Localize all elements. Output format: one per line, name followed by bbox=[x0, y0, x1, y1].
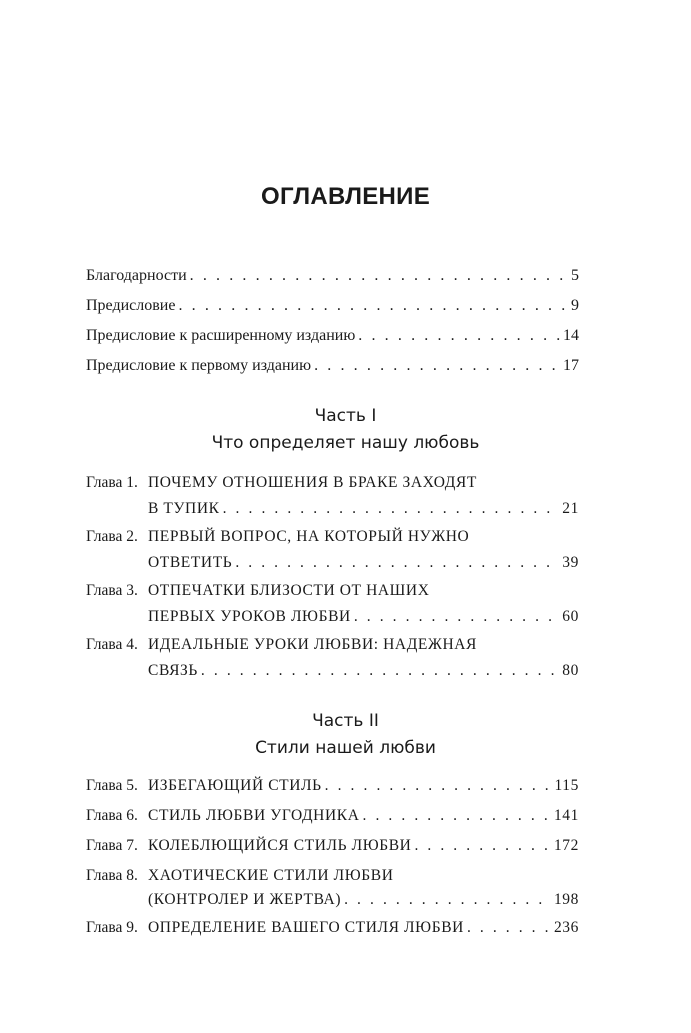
chapter-1-title-line-1[interactable]: ПОЧЕМУ ОТНОШЕНИЯ В БРАКЕ ЗАХОДЯТ bbox=[148, 474, 477, 491]
dot-leader bbox=[358, 323, 560, 349]
chapter-prefix: Глава 4. bbox=[86, 636, 138, 653]
chapter-prefix: Глава 6. bbox=[86, 807, 138, 824]
chapter-page: 198 bbox=[553, 891, 579, 908]
toc-entry-preface-first[interactable] bbox=[86, 353, 579, 379]
toc-entry-label: Благодарности bbox=[86, 267, 187, 284]
toc-entry-preface[interactable] bbox=[86, 293, 579, 319]
chapter-prefix: Глава 5. bbox=[86, 777, 138, 794]
toc-entry-page: 9 bbox=[571, 297, 579, 314]
dot-leader bbox=[414, 833, 550, 859]
chapter-prefix: Глава 2. bbox=[86, 528, 138, 545]
dot-leader bbox=[314, 353, 560, 379]
chapter-6-title[interactable]: СТИЛЬ ЛЮБВИ УГОДНИКА . . . 141 bbox=[148, 803, 579, 829]
chapter-page: 60 bbox=[562, 608, 579, 625]
chapter-1-title-line-2[interactable]: В ТУПИК . . . 21 bbox=[148, 496, 579, 522]
toc-entry-acknowledgments[interactable] bbox=[86, 263, 579, 289]
part-title: Стили нашей любви bbox=[255, 738, 436, 758]
dot-leader bbox=[190, 263, 568, 289]
chapter-8-title-line-2[interactable]: (КОНТРОЛЕР И ЖЕРТВА) . . . 198 bbox=[148, 887, 579, 913]
toc-entry-label: Предисловие к первому изданию bbox=[86, 357, 312, 374]
chapter-3-title-line-1[interactable]: ОТПЕЧАТКИ БЛИЗОСТИ ОТ НАШИХ bbox=[148, 582, 430, 599]
chapter-page: 80 bbox=[562, 662, 579, 679]
chapter-5-title[interactable]: ИЗБЕГАЮЩИЙ СТИЛЬ . . . 115 bbox=[148, 773, 579, 799]
dot-leader bbox=[201, 658, 559, 684]
dot-leader bbox=[235, 550, 559, 576]
chapter-prefix: Глава 3. bbox=[86, 582, 138, 599]
chapter-page: 39 bbox=[562, 554, 579, 571]
part-number: Часть I bbox=[314, 406, 377, 426]
chapter-prefix: Глава 9. bbox=[86, 919, 138, 936]
toc-entry-page: 14 bbox=[563, 327, 579, 344]
toc-entry-label: Предисловие к расширенному изданию bbox=[86, 327, 356, 344]
dot-leader bbox=[344, 887, 551, 913]
chapter-page: 236 bbox=[553, 919, 579, 936]
part-number: Часть II bbox=[312, 711, 379, 731]
chapter-page: 21 bbox=[562, 500, 579, 517]
toc-entry-page: 17 bbox=[563, 357, 579, 374]
chapter-2-title-line-1[interactable]: ПЕРВЫЙ ВОПРОС, НА КОТОРЫЙ НУЖНО bbox=[148, 528, 470, 545]
toc-entry-page: 5 bbox=[571, 267, 579, 284]
chapter-2-title-line-2[interactable]: ОТВЕТИТЬ . . . 39 bbox=[148, 550, 579, 576]
dot-leader bbox=[223, 496, 560, 522]
chapter-8-title-line-1[interactable]: ХАОТИЧЕСКИЕ СТИЛИ ЛЮБВИ bbox=[148, 867, 394, 884]
chapter-page: 141 bbox=[553, 807, 579, 824]
chapter-prefix: Глава 8. bbox=[86, 867, 138, 884]
dot-leader bbox=[363, 803, 551, 829]
chapter-4-title-line-1[interactable]: ИДЕАЛЬНЫЕ УРОКИ ЛЮБВИ: НАДЕЖНАЯ bbox=[148, 636, 477, 653]
chapter-9-title[interactable]: ОПРЕДЕЛЕНИЕ ВАШЕГО СТИЛЯ ЛЮБВИ . . . 236 bbox=[148, 915, 579, 941]
toc-entry-preface-expanded[interactable] bbox=[86, 323, 579, 349]
part-title: Что определяет нашу любовь bbox=[211, 433, 480, 453]
dot-leader bbox=[467, 915, 551, 941]
chapter-4-title-line-2[interactable]: СВЯЗЬ . . . 80 bbox=[148, 658, 579, 684]
dot-leader bbox=[178, 293, 568, 319]
chapter-page: 172 bbox=[553, 837, 579, 854]
chapter-7-title[interactable]: КОЛЕБЛЮЩИЙСЯ СТИЛЬ ЛЮБВИ . . . 172 bbox=[148, 833, 579, 859]
dot-leader bbox=[325, 773, 552, 799]
toc-title: ОГЛАВЛЕНИЕ bbox=[260, 183, 431, 210]
dot-leader bbox=[354, 604, 559, 630]
chapter-prefix: Глава 1. bbox=[86, 474, 138, 491]
chapter-page: 115 bbox=[554, 777, 579, 794]
toc-entry-label: Предисловие bbox=[86, 297, 176, 314]
chapter-3-title-line-2[interactable]: ПЕРВЫХ УРОКОВ ЛЮБВИ . . . 60 bbox=[148, 604, 579, 630]
chapter-prefix: Глава 7. bbox=[86, 837, 138, 854]
